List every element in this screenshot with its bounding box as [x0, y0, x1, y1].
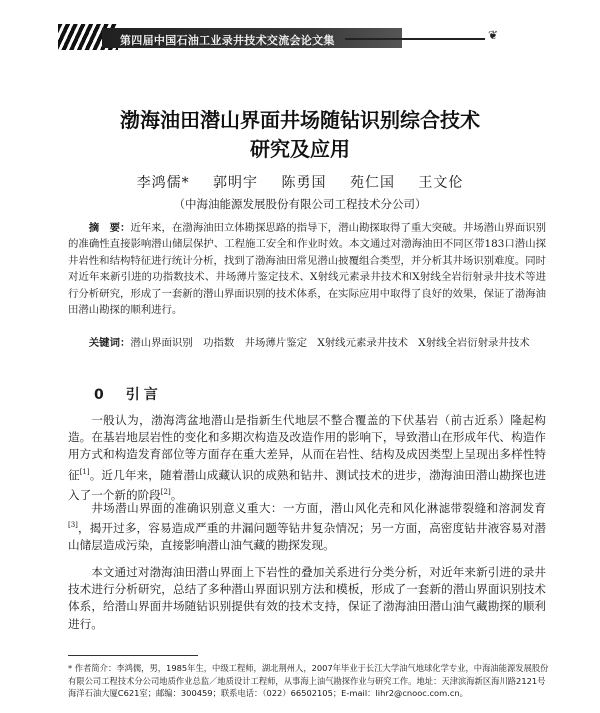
- author-5: 王文伦: [418, 175, 464, 191]
- keywords-label: 关键词：: [88, 337, 131, 349]
- abstract-text: 近年来，在渤海油田立体勘探思路的指导下，潜山勘探取得了重大突破。井场潜山界面识别的准确性直接影响潜山储层保护、工程施工安全和作业时效。本文通过对渤海油田不同区带183口潜山探井岩性和结构特征进行统计分析，找到了渤海油田常见潜山披覆组合类型，并分析其井场识别难度。同时对近年来新引进的功指数技术、井场薄片鉴定技术、X射线元素录井技术和X射线全岩衍射录井技术等进行分析研究，形成了一套新的潜山界面识别的技术体系，在实际应用中取得了良好的效果，保证了渤海油田潜山勘探的顺利进行。: [68, 222, 547, 317]
- header-ornament-icon: ❦: [488, 28, 499, 42]
- p1-tail: 。近几年来，随着潜山成藏认识的成熟和钻井、测试技术的进步，渤海油田潜山勘探也进入了一个新的阶段: [68, 467, 546, 502]
- p2-tail: ，揭开过多，容易造成严重的井漏问题等钻井复杂情况；另一方面，高密度钻井液容易对潜山储层造成污染，直接影响潜山油气藏的勘探发现。: [68, 521, 546, 553]
- citation-1: [1]: [79, 467, 90, 476]
- running-header: [58, 24, 538, 50]
- author-1: 李鸿儒*: [136, 175, 190, 191]
- author-3: 陈勇国: [281, 175, 327, 191]
- p1-end: 。: [170, 487, 183, 502]
- abstract: [68, 220, 546, 318]
- p2-text: 井场潜山界面的准确识别意义重大：一方面，潜山风化壳和风化淋滤带裂缝和溶洞发育: [91, 501, 546, 515]
- author-4: 苑仁国: [349, 175, 395, 191]
- paper-title-line2: 研究及应用: [250, 137, 350, 161]
- body-paragraph-3: 本文通过对渤海油田潜山界面上下岩性的叠加关系进行分类分析，对近年来新引进的录井技术进行分析研究，总结了多种潜山界面识别方法和模板，形成了一套新的潜山界面识别技术体系，给潜山界面井场随钻识别提供有效的技术支持，保证了渤海油田潜山油气藏勘探的顺利进行。: [68, 565, 546, 631]
- author-footnote: * 作者简介：李鸿儒，男，1985年生，中级工程师，湖北荆州人，2007年毕业于长江大学油气地球化学专业，中海油能源发展股份有限公司工程技术分公司地质作业总监／地质设计工程师，从事海上油气勘探作业与研究工作。地址：天津滨海新区海川路2121号海洋石油大厦C621室；邮编：300459；联系电话：（022）66502105；E-mail：lihr2@cnooc.com.cn。: [68, 663, 549, 698]
- citation-3: [3]: [68, 521, 78, 530]
- p1-text: 一般认为，渤海湾盆地潜山是指新生代地层不整合覆盖的下伏基岩（前古近系）隆起构造。在基岩地层岩性的变化和多期次构造及改造作用的影响下，导致潜山在形成年代、构造作用方式和构造发育部位等方面存在重大差异，从而在岩性、结构及成因类型上呈现出多样性特征: [68, 413, 546, 482]
- body-paragraph-2: [68, 500, 546, 554]
- author-list: [0, 172, 600, 192]
- section-number: 0: [94, 387, 108, 403]
- paper-title-line1: 渤海油田潜山界面井场随钻识别综合技术: [120, 108, 480, 132]
- body-paragraph-1: [68, 412, 546, 504]
- keywords-text: 潜山界面识别 功指数 井场薄片鉴定 X射线元素录井技术 X射线全岩衍射录井技术: [130, 337, 530, 349]
- header-rule: [345, 38, 485, 40]
- affiliation: （中海油能源发展股份有限公司工程技术分公司）: [173, 197, 427, 211]
- keywords: [68, 335, 546, 351]
- citation-2: [2]: [160, 487, 171, 496]
- abstract-label: 摘 要：: [88, 222, 131, 234]
- section-heading: [94, 384, 162, 404]
- footnote-rule: [68, 655, 198, 656]
- section-title: 引言: [125, 387, 162, 403]
- author-2: 郭明宇: [213, 175, 259, 191]
- running-header-text: 第四届中国石油工业录井技术交流会论文集: [120, 34, 335, 47]
